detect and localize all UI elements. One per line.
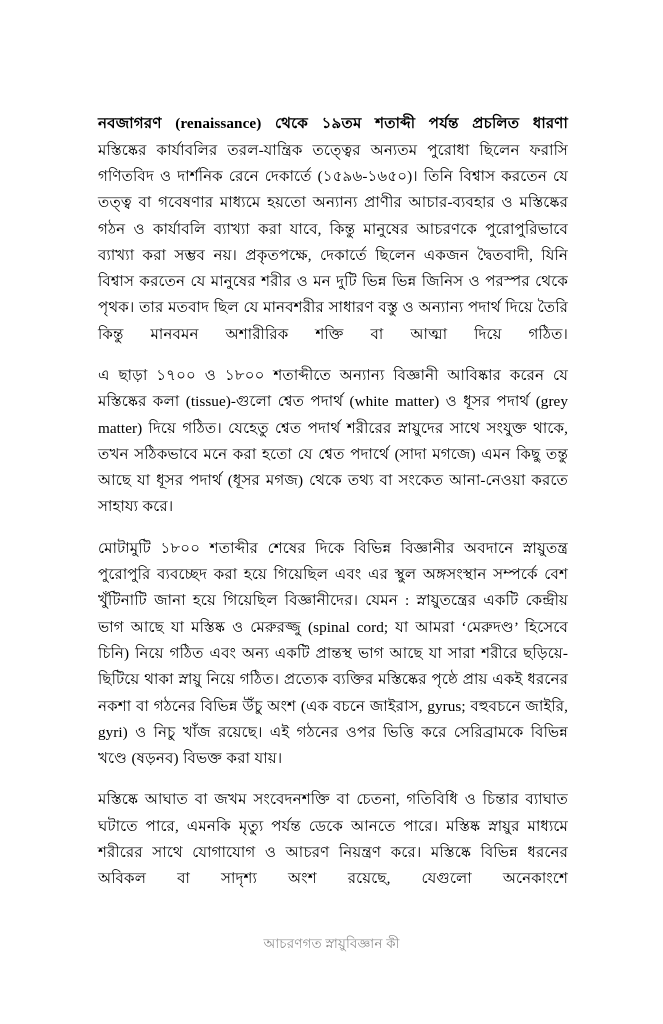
body-paragraph-2: এ ছাড়া ১৭০০ ও ১৮০০ শতাব্দীতে অন্যান্য বিজ্ঞানী আবিষ্কার করেন যে মস্তিষ্কের কলা (tissue)-গুলো শ্বেত পদার্থ (white matter) ও ধূসর পদার্থ (grey matter) দিয়ে গঠিত। যেহেতু শ্বেত পদার্থ শরীরের স্নায়ুদের সাথে সংযুক্ত থাকে, তখন সঠিকভাবে মনে করা হতো যে শ্বেত পদার্থে (সাদা মগজে) এমন কিছু তন্তু আছে যা ধূসর পদার্থ (ধূসর মগজ) থেকে তথ্য বা সংকেত আনা-নেওয়া করতে সাহায্য করে। [98,367,568,516]
section-heading: নবজাগরণ (renaissance) থেকে ১৯তম শতাব্দী পর্যন্ত প্রচলিত ধারণা [98,115,568,132]
body-paragraph-1: মস্তিষ্কের কার্যাবলির তরল-যান্ত্রিক তত্ত্বের অন্যতম পুরোধা ছিলেন ফরাসি গণিতবিদ ও দার্শনিক রেনে দেকার্তে (১৫৯৬-১৬৫০)। তিনি বিশ্বাস করতেন যে তত্ত্ব বা গবেষণার মাধ্যমে হয়তো অন্যান্য প্রাণীর আচার-ব্যবহার ও মস্তিষ্কের গঠন ও কার্যাবলি ব্যাখ্যা করা যাবে, কিন্তু মানুষের আচরণকে পুরোপুরিভাবে ব্যাখ্যা করা সম্ভব নয়। প্রকৃতপক্ষে, দেকার্তে ছিলেন একজন দ্বৈতবাদী, যিনি বিশ্বাস করতেন যে মানুষের শরীর ও মন দুটি ভিন্ন ভিন্ন জিনিস ও পরস্পর থেকে পৃথক। তার মতবাদ ছিল যে মানবশরীর সাধারণ বস্তু ও অন্যান্য পদার্থ দিয়ে তৈরি কিন্তু মানবমন অশারীরিক শক্তি বা আত্মা দিয়ে গঠিত। [98,141,568,343]
page-content [98,112,568,893]
body-paragraph-3: মোটামুটি ১৮০০ শতাব্দীর শেষের দিকে বিভিন্ন বিজ্ঞানীর অবদানে স্নায়ুতন্ত্র পুরোপুরি ব্যবচ্ছেদ করা হয়ে গিয়েছিল এবং এর স্থুল অঙ্গসংস্থান সম্পর্কে বেশ খুঁটিনাটি জানা হয়ে গিয়েছিল বিজ্ঞানীদের। যেমন : স্নায়ুতন্ত্রের একটি কেন্দ্রীয় ভাগ আছে যা মস্তিষ্ক ও মেরুরজ্জু (spinal cord; যা আমরা ‘মেরুদণ্ড’ হিসেবে চিনি) নিয়ে গঠিত এবং অন্য একটি প্রান্তস্থ ভাগ আছে যা সারা শরীরে ছড়িয়ে-ছিটিয়ে থাকা স্নায়ু নিয়ে গঠিত। প্রত্যেক ব্যক্তির মস্তিষ্কের পৃষ্ঠে প্রায় একই ধরনের নকশা বা গঠনের বিভিন্ন উঁচু অংশ (এক বচনে জাইরাস, gyrus; বহুবচনে জাইরি, gyri) ও নিচু খাঁজ রয়েছে। এই গঠনের ওপর ভিত্তি করে সেরিব্রামকে বিভিন্ন খণ্ডে (ষড়নব) বিভক্ত করা যায়। [98,539,568,768]
page-footer: আচরণগত স্নায়ুবিজ্ঞান কী [263,936,400,951]
body-paragraph-4: মস্তিষ্কে আঘাত বা জখম সংবেদনশক্তি বা চেতনা, গতিবিধি ও চিন্তার ব্যাঘাত ঘটাতে পারে, এমনকি মৃত্যু পর্যন্ত ডেকে আনতে পারে। মস্তিষ্ক স্নায়ুর মাধ্যমে শরীরের সাথে যোগাযোগ ও আচরণ নিয়ন্ত্রণ করে। মস্তিষ্কে বিভিন্ন ধরনের অবিকল বা সাদৃশ্য অংশ রয়েছে, যেগুলো অনেকাংশে [98,791,568,888]
